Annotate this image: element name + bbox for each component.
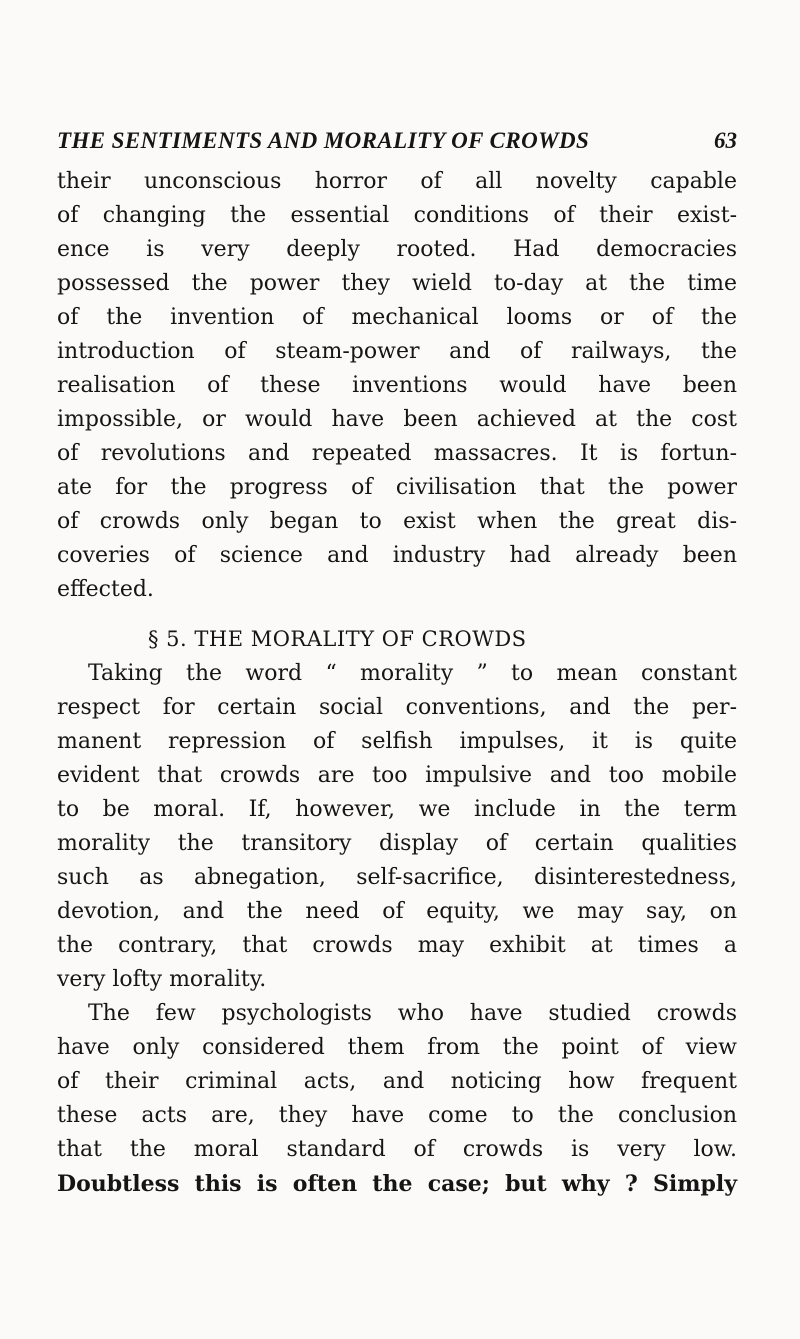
text-line: realisation of these inventions would have been bbox=[57, 373, 737, 398]
running-head bbox=[57, 128, 737, 160]
text-line: manent repression of selfish impulses, it is quite bbox=[57, 729, 737, 754]
text-line: the contrary, that crowds may exhibit at times a bbox=[57, 933, 737, 958]
text-line: ate for the progress of civilisation that the power bbox=[57, 475, 737, 500]
text-line: of their criminal acts, and noticing how frequent bbox=[57, 1069, 737, 1094]
text-line: that the moral standard of crowds is very low. bbox=[57, 1137, 737, 1162]
page-number: 63 bbox=[714, 128, 737, 153]
text-line: of the invention of mechanical looms or of the bbox=[57, 305, 737, 330]
text-line: have only considered them from the point of view bbox=[57, 1035, 737, 1060]
text-line: possessed the power they wield to-day at the time bbox=[57, 271, 737, 296]
text-line: these acts are, they have come to the conclusion bbox=[57, 1103, 737, 1128]
text-line: effected. bbox=[57, 577, 154, 602]
text-line: their unconscious horror of all novelty capable bbox=[57, 169, 737, 194]
paragraph-1 bbox=[57, 165, 737, 607]
running-title: THE SENTIMENTS AND MORALITY OF CROWDS bbox=[57, 128, 590, 153]
text-line: The few psychologists who have studied crowds bbox=[88, 1001, 737, 1026]
text-line: of revolutions and repeated massacres. It is fortun- bbox=[57, 441, 737, 466]
text-line: ence is very deeply rooted. Had democracies bbox=[57, 237, 737, 262]
text-line: morality the transitory display of certain qualities bbox=[57, 831, 737, 856]
text-line: to be moral. If, however, we include in the term bbox=[57, 797, 737, 822]
text-line: of crowds only began to exist when the great dis- bbox=[57, 509, 737, 534]
paragraph-3 bbox=[57, 997, 737, 1201]
text-line: impossible, or would have been achieved at the cost bbox=[57, 407, 737, 432]
text-line: such as abnegation, self-sacrifice, disinterestedness, bbox=[57, 865, 737, 890]
text-line: of changing the essential conditions of their exist- bbox=[57, 203, 737, 228]
text-line: evident that crowds are too impulsive and too mobile bbox=[57, 763, 737, 788]
text-line: respect for certain social conventions, and the per- bbox=[57, 695, 737, 720]
section-heading: § 5. THE MORALITY OF CROWDS bbox=[148, 627, 527, 651]
text-line: coveries of science and industry had already been bbox=[57, 543, 737, 568]
paragraph-2 bbox=[57, 657, 737, 997]
text-line: Doubtless this is often the case; but why ? Simply bbox=[57, 1171, 737, 1197]
text-line: introduction of steam-power and of railways, the bbox=[57, 339, 737, 364]
text-line: very lofty morality. bbox=[57, 967, 267, 992]
text-line: Taking the word “ morality ” to mean constant bbox=[88, 661, 737, 686]
text-line: devotion, and the need of equity, we may say, on bbox=[57, 899, 737, 924]
body-text bbox=[57, 165, 737, 1201]
